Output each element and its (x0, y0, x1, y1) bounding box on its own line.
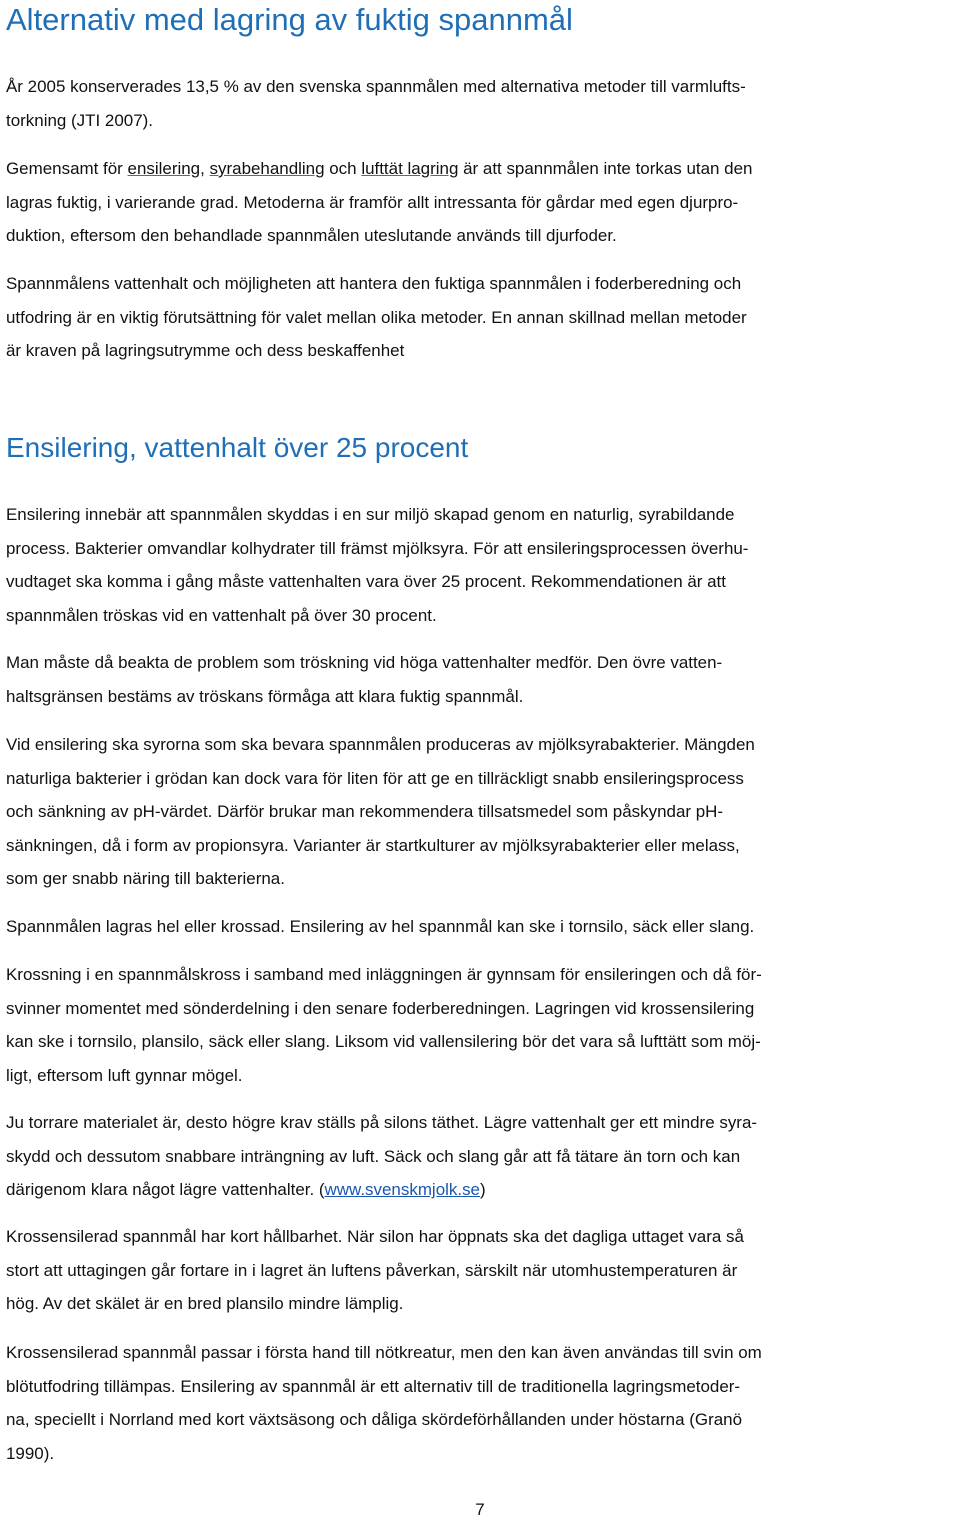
text-line: År 2005 konserverades 13,5 % av den svenska spannmålen med alternativa metoder till varmlufts- (6, 77, 746, 96)
text-line: na, speciellt i Norrland med kort växtsäsong och dåliga skördeförhållanden under höstarna (Granö (6, 1410, 742, 1430)
text-run: därigenom klara något lägre vattenhalter. ( (6, 1180, 325, 1200)
text-run: och (324, 159, 362, 178)
text-line: utfodring är en viktig förutsättning för valet mellan olika metoder. En annan skillnad mellan metoder (6, 307, 747, 327)
text-line: Ensilering innebär att spannmålen skyddas i en sur miljö skapad genom en naturlig, syrabildande (6, 505, 735, 524)
text-line: ligt, eftersom luft gynnar mögel. (6, 1065, 243, 1085)
text-line: blötutfodring tillämpas. Ensilering av spannmål är ett alternativ till de traditionella lagringsmetoder- (6, 1376, 741, 1396)
section-paragraph-8 (6, 1336, 956, 1470)
intro-paragraph-3 (6, 267, 956, 368)
text-line: Krossensilerad spannmål passar i första hand till nötkreatur, men den kan även användas till svin om (6, 1343, 762, 1362)
intro-paragraph-2 (6, 152, 956, 253)
section-heading: Ensilering, vattenhalt över 25 procent (6, 432, 469, 463)
section-paragraph-2 (6, 646, 956, 713)
text-line: Krossensilerad spannmål har kort hållbarhet. När silon har öppnats ska det dagliga uttaget vara så (6, 1227, 744, 1246)
page-title: Alternativ med lagring av fuktig spannmål (6, 2, 573, 37)
syrabehandling-link[interactable]: syrabehandling (209, 159, 325, 178)
section-paragraph-3 (6, 728, 956, 896)
text-line: duktion, eftersom den behandlade spannmålen uteslutande används till djurfoder. (6, 226, 617, 246)
text-run: är att spannmålen inte torkas utan den (458, 159, 753, 178)
text-run: ) (480, 1180, 486, 1200)
text-line: spannmålen tröskas vid en vattenhalt på över 30 procent. (6, 605, 437, 625)
text-run: , (200, 159, 210, 178)
text-line: Man måste då beakta de problem som tröskning vid höga vattenhalter medför. Den övre vatten- (6, 653, 723, 672)
text-run: Gemensamt för (6, 159, 128, 178)
text-line: Vid ensilering ska syrorna som ska bevara spannmålen produceras av mjölksyrabakterier. Mängden (6, 735, 755, 754)
text-line: hög. Av det skälet är en bred plansilo mindre lämplig. (6, 1294, 404, 1314)
text-line: som ger snabb näring till bakterierna. (6, 869, 285, 889)
text-line: haltsgränsen bestäms av tröskans förmåga att klara fuktig spannmål. (6, 686, 524, 706)
section-paragraph-6 (6, 1106, 956, 1207)
text-line: sänkningen, då i form av propionsyra. Varianter är startkulturer av mjölksyrabakterier eller melass, (6, 835, 740, 855)
intro-paragraph-1 (6, 70, 956, 137)
section-paragraph-1 (6, 498, 956, 632)
text-line (6, 152, 956, 186)
text-line: Krossning i en spannmålskross i samband med inläggningen är gynnsam för ensileringen och då för- (6, 965, 762, 984)
lufttat-lagring-link[interactable]: lufttät lagring (361, 159, 459, 178)
text-line: Spannmålen lagras hel eller krossad. Ensilering av hel spannmål kan ske i tornsilo, säck eller slang. (6, 917, 755, 936)
page-number: 7 (475, 1500, 485, 1519)
text-line: stort att uttagingen går fortare in i lagret än luftens påverkan, särskilt när utomhustemperaturen är (6, 1260, 738, 1280)
text-line: är kraven på lagringsutrymme och dess beskaffenhet (6, 341, 405, 361)
text-line: och sänkning av pH-värdet. Därför brukar man rekommendera tillsatsmedel som påskyndar pH- (6, 802, 724, 822)
text-line: vudtaget ska komma i gång måste vattenhalten vara över 25 procent. Rekommendationen är att (6, 572, 726, 592)
text-line: process. Bakterier omvandlar kolhydrater till främst mjölksyra. För att ensileringsprocessen överhu- (6, 538, 749, 558)
section-paragraph-4 (6, 910, 956, 944)
text-line: Ju torrare materialet är, desto högre krav ställs på silons täthet. Lägre vattenhalt ger ett mindre syra- (6, 1113, 758, 1132)
text-line: 1990). (6, 1443, 55, 1463)
text-line: torkning (JTI 2007). (6, 110, 153, 130)
text-line: skydd och dessutom snabbare inträngning av luft. Säck och slang går att få tätare än torn och kan (6, 1146, 741, 1166)
text-line (6, 1173, 956, 1207)
text-line: naturliga bakterier i grödan kan dock vara för liten för att ge en tillräckligt snabb ensileringsprocess (6, 768, 744, 788)
text-line: kan ske i tornsilo, plansilo, säck eller slang. Liksom vid vallensilering bör det vara så lufttätt som möj- (6, 1032, 761, 1052)
text-line: Spannmålens vattenhalt och möjligheten att hantera den fuktiga spannmålen i foderberedning och (6, 274, 742, 293)
svenskmjolk-link[interactable]: www.svenskmjolk.se (324, 1180, 480, 1200)
section-paragraph-7 (6, 1220, 956, 1321)
text-line: svinner momentet med sönderdelning i den senare foderberedningen. Lagringen vid krossensilering (6, 998, 755, 1018)
section-paragraph-5 (6, 958, 956, 1092)
text-line: lagras fuktig, i varierande grad. Metoderna är framför allt intressanta för gårdar med egen djurpro- (6, 192, 739, 212)
ensilering-link[interactable]: ensilering (127, 159, 201, 178)
